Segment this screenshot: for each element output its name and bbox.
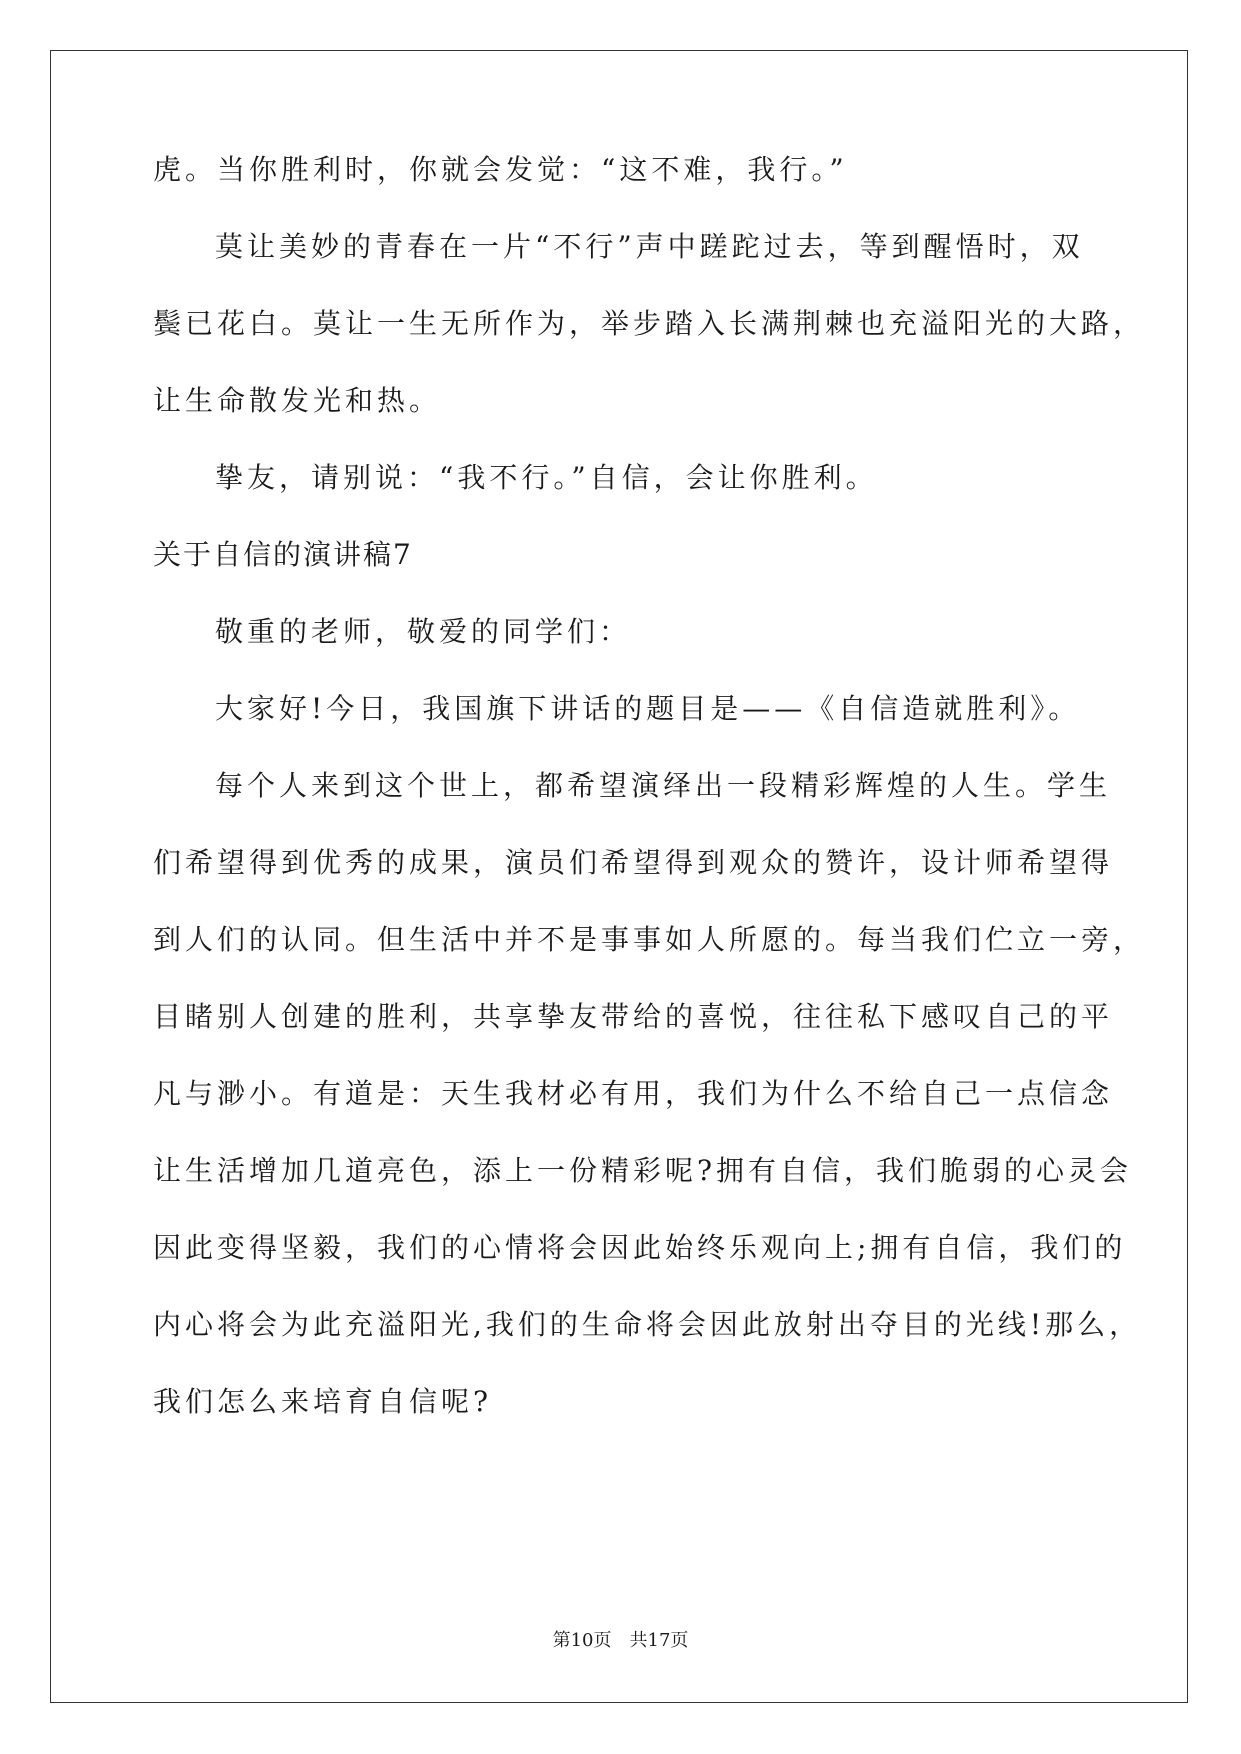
- paragraph-line: 凡与渺小。有道是：天生我材必有用，我们为什么不给自己一点信念: [153, 1077, 1114, 1110]
- paragraph-line: 到人们的认同。但生活中并不是事事如人所愿的。每当我们伫立一旁，: [153, 923, 1146, 956]
- paragraph-line: 鬓已花白。莫让一生无所作为，举步踏入长满荆棘也充溢阳光的大路，: [153, 307, 1146, 340]
- paragraph-line: 内心将会为此充溢阳光,我们的生命将会因此放射出夺目的光线!那么，: [153, 1308, 1142, 1341]
- paragraph-line: 每个人来到这个世上，都希望演绎出一段精彩辉煌的人生。学生: [215, 769, 1112, 802]
- paragraph-line: 因此变得坚毅，我们的心情将会因此始终乐观向上;拥有自信，我们的: [153, 1231, 1127, 1264]
- paragraph-line: 们希望得到优秀的成果，演员们希望得到观众的赞许，设计师希望得: [153, 846, 1114, 879]
- paragraph-line: 虎。当你胜利时，你就会发觉：“这不难，我行。”: [153, 153, 848, 186]
- paragraph-line: 目睹别人创建的胜利，共享挚友带给的喜悦，往往私下感叹自己的平: [153, 1000, 1114, 1033]
- page-number-footer: 第10页 共17页: [552, 1630, 689, 1651]
- paragraph-line: 我们怎么来培育自信呢?: [153, 1385, 493, 1418]
- paragraph-line: 莫让美妙的青春在一片“不行”声中蹉跎过去，等到醒悟时，双: [215, 230, 1084, 263]
- paragraph-line: 挚友，请别说：“我不行。”自信，会让你胜利。: [215, 461, 878, 494]
- paragraph-line: 让生活增加几道亮色，添上一份精彩呢?拥有自信，我们脆弱的心灵会: [153, 1154, 1133, 1187]
- paragraph-line: 大家好!今日，我国旗下讲话的题目是——《自信造就胜利》。: [215, 692, 1081, 725]
- section-heading: 关于自信的演讲稿7: [153, 538, 413, 571]
- paragraph-line: 让生命散发光和热。: [153, 384, 442, 417]
- salutation: 敬重的老师，敬爱的同学们：: [215, 615, 632, 648]
